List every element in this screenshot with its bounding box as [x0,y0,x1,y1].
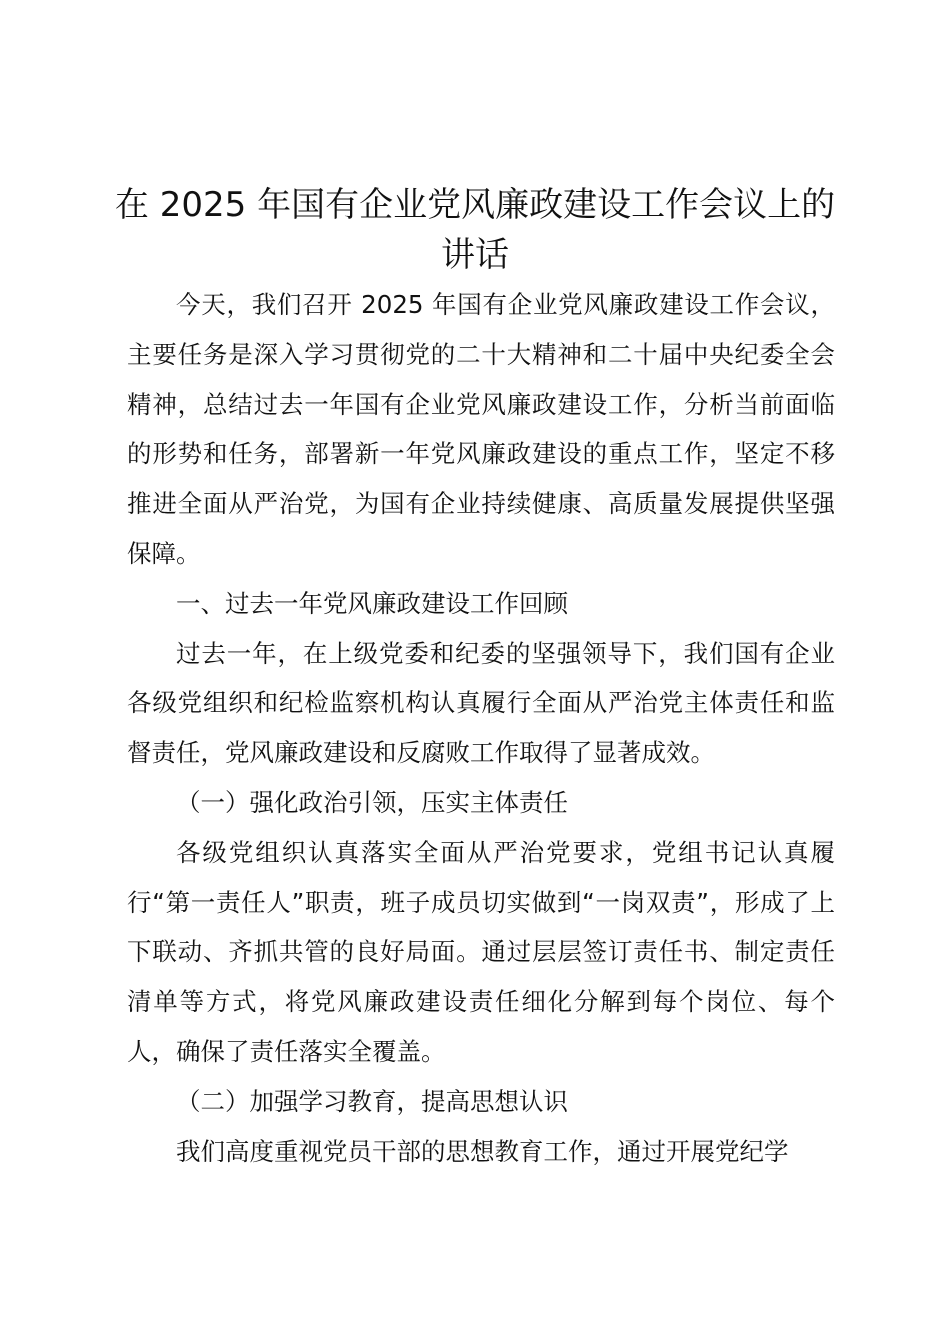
document-body [127,280,835,1176]
document-title: 在 2025 年国有企业党风廉政建设工作会议上的讲话 [114,185,836,275]
intro-paragraph: 今天，我们召开 2025 年国有企业党风廉政建设工作会议，主要任务是深入学习贯彻党的二十大精神和二十届中央纪委全会精神，总结过去一年国有企业党风廉政建设工作，分析当前面临的形势和任务，部署新一年党风廉政建设的重点工作，坚定不移推进全面从严治党，为国有企业持续健康、高质量发展提供坚强保障。 [127,290,835,568]
body-paragraph: 我们高度重视党员干部的思想教育工作，通过开展党纪学 [176,1136,789,1166]
subsection-heading: （二）加强学习教育，提高思想认识 [176,1086,568,1116]
body-paragraph: 各级党组织认真落实全面从严治党要求，党组书记认真履行“第一责任人”职责，班子成员切实做到“一岗双责”，形成了上下联动、齐抓共管的良好局面。通过层层签订责任书、制定责任清单等方式，将党风廉政建设责任细化分解到每个岗位、每个人，确保了责任落实全覆盖。 [127,837,835,1066]
body-paragraph: 过去一年，在上级党委和纪委的坚强领导下，我们国有企业各级党组织和纪检监察机构认真履行全面从严治党主体责任和监督责任，党风廉政建设和反腐败工作取得了显著成效。 [127,638,835,768]
section-heading: 一、过去一年党风廉政建设工作回顾 [176,588,568,618]
subsection-heading: （一）强化政治引领，压实主体责任 [176,787,568,817]
